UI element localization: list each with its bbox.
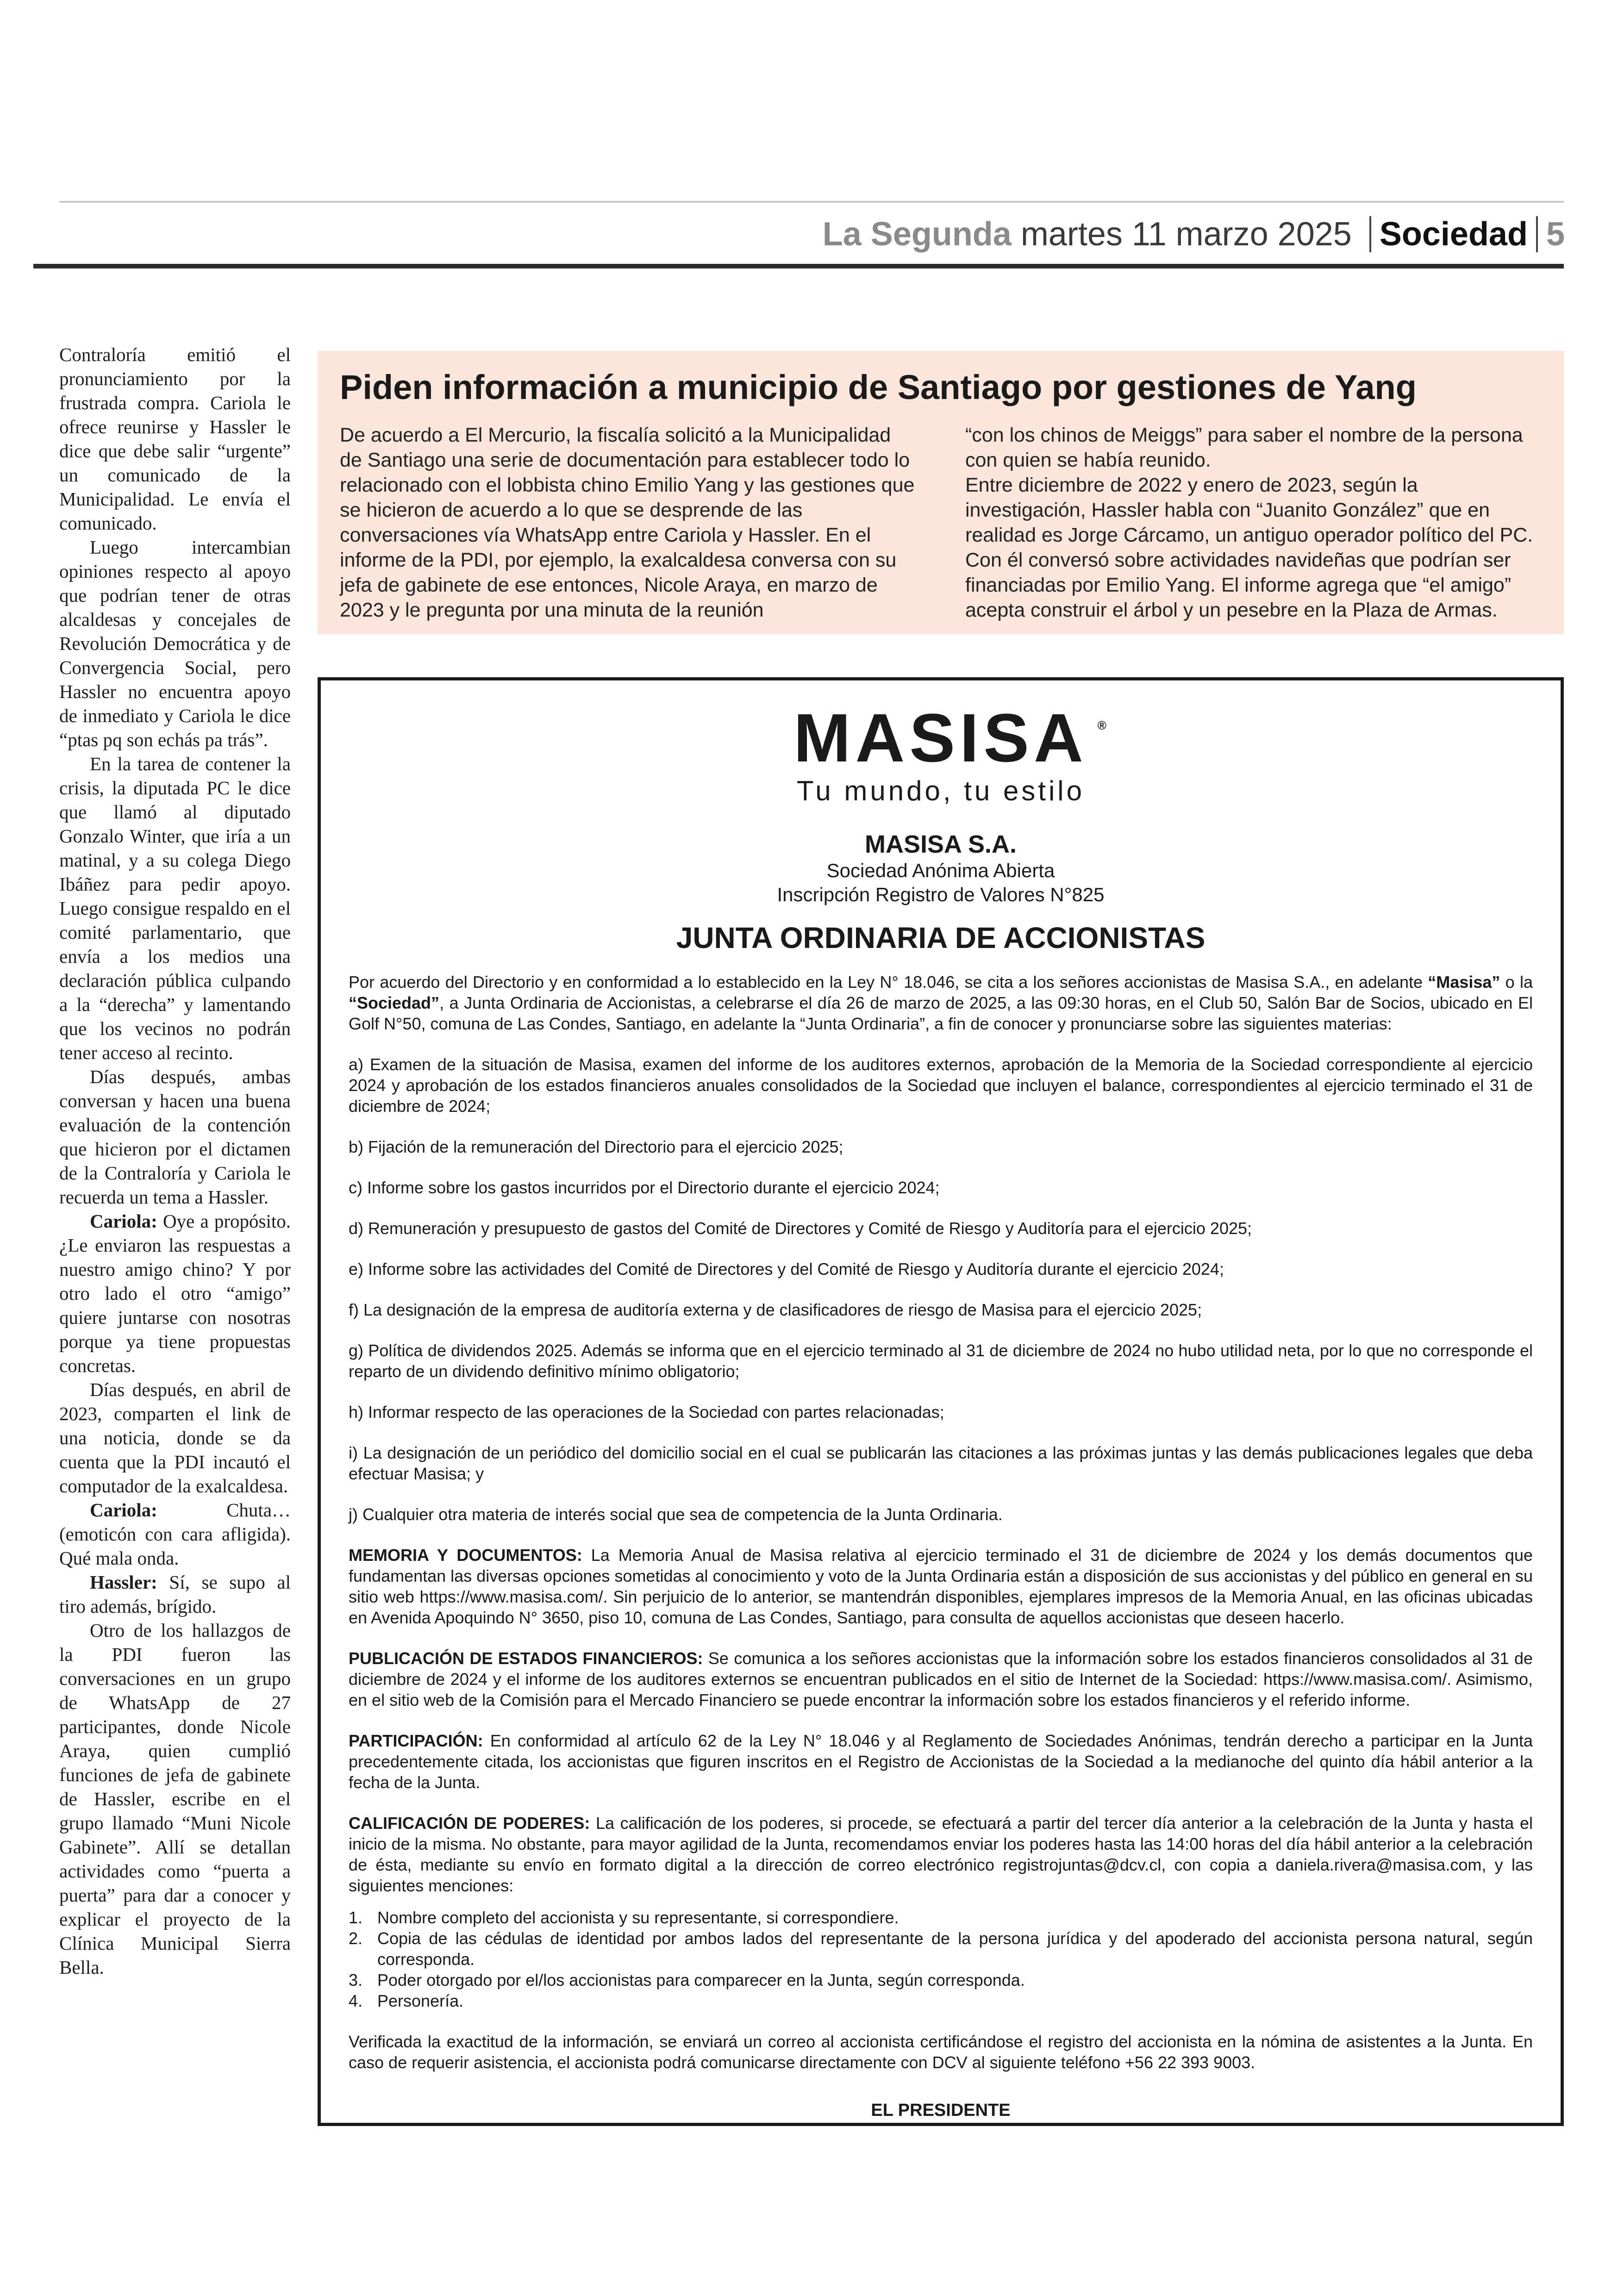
article-paragraph: Días después, ambas conversan y hacen una buena evaluación de la contención que hicieron por el dictamen de la Contraloría y Cariola le recuerda un tema a Hassler.	[59, 1066, 291, 1208]
requirement-item: 1. Nombre completo del accionista y su representante, si correspondiere.	[349, 1908, 899, 1927]
closing-paragraph: Verificada la exactitud de la información, se enviará un correo al accionista certificándose el registro del accionista en la nómina de asistentes a la Junta. En caso de requerir asistencia, el accionista podrá comunicarse directamente con DCV al siguiente teléfono +56 22 393 9003.	[349, 2032, 1533, 2072]
article-paragraph: Luego intercambian opiniones respecto al apoyo que podrían tener de otras alcaldesas y concejales de Revolución Democrática y de Convergencia Social, pero Hassler no encuentra apoyo de inmediato y Cariola le dice “ptas pq son echás pa trás”.	[59, 536, 291, 750]
agenda-item: b) Fijación de la remuneración del Directorio para el ejercicio 2025;	[349, 1137, 843, 1156]
article-paragraph: Contraloría emitió el pronunciamiento por la frustrada compra. Cariola le ofrece reunirse y Hassler le dice que debe salir “urgente” un comunicado de la Municipalidad. Le envía el comunicado.	[59, 344, 291, 534]
calificacion-section: CALIFICACIÓN DE PODERES: La calificación de los poderes, si procede, se efectuará a partir del tercer día anterior a la celebración de la Junta y hasta el inicio de la misma. No obstante, para mayor agilidad de la Junta, recomendamos enviar los poderes hasta las 14:00 horas del día hábil anterior a la celebración de ésta, mediante su envío en formato digital a la dirección de correo electrónico registrojuntas@dcv.cl, con copia a daniela.rivera@masisa.com, y las siguientes menciones:	[349, 1814, 1533, 1895]
agenda-item: h) Informar respecto de las operaciones de la Sociedad con partes relacionadas;	[349, 1403, 944, 1422]
info-box	[318, 351, 1564, 634]
newspaper-name: La Segunda	[822, 216, 1012, 253]
notice-body	[349, 972, 1533, 2073]
agenda-item: e) Informe sobre las actividades del Comité de Directores y del Comité de Riesgo y Auditoría durante el ejercicio 2024;	[349, 1260, 1224, 1278]
info-paragraph: Entre diciembre de 2022 y enero de 2023, según la investigación, Hassler habla con “Juanito González” que en realidad es Jorge Cárcamo, un antiguo operador político del PC. Con él conversó sobre actividades navideñas que podrían ser financiadas por Emilio Yang. El informe agrega que “el amigo” acepta construir el árbol y un pesebre en la Plaza de Armas.	[965, 474, 1533, 621]
participacion-section: PARTICIPACIÓN: En conformidad al artículo 62 de la Ley N° 18.046 y al Reglamento de Sociedades Anónimas, tendrán derecho a participar en la Junta precedentemente citada, los accionistas que figuren inscritos en el Registro de Accionistas de la Sociedad a la medianoche del quinto día hábil anterior a la fecha de la Junta.	[349, 1731, 1533, 1792]
agenda-item: g) Política de dividendos 2025. Además se informa que en el ejercicio terminado al 31 de diciembre de 2024 no hubo utilidad neta, por lo que no corresponde el reparto de un dividendo definitivo mínimo obligatorio;	[349, 1341, 1533, 1381]
article-paragraph: Otro de los hallazgos de la PDI fueron las conversaciones en un grupo de WhatsApp de 27 participantes, donde Nicole Araya, quien cumplió funciones de jefa de gabinete de Hassler, escribe en el grupo llamado “Muni Nicole Gabinete”. Allí se detallan actividades como “puerta a puerta” para dar a conocer y explicar el proyecto de la Clínica Municipal Sierra Bella.	[59, 1620, 291, 1978]
article-column	[59, 343, 291, 1979]
article-paragraph: Días después, en abril de 2023, comparten el link de una noticia, donde se da cuenta que la PDI incautó el computador de la exalcaldesa.	[59, 1379, 291, 1497]
agenda-item: a) Examen de la situación de Masisa, examen del informe de los auditores externos, aprobación de la Memoria de la Sociedad correspondiente al ejercicio 2024 y aprobación de los estados financieros anuales consolidados de la Sociedad que incluyen el balance, correspondientes al ejercicio terminado el 31 de diciembre de 2024;	[349, 1055, 1533, 1116]
requirement-item: 2. Copia de las cédulas de identidad por ambos lados del representante de la persona jurídica y del apoderado del accionista persona natural, según corresponda.	[349, 1929, 1533, 1969]
publicacion-section: PUBLICACIÓN DE ESTADOS FINANCIEROS: Se comunica a los señores accionistas que la información sobre los estados financieros consolidados al 31 de diciembre de 2024 y el informe de los auditores externos se encuentran publicados en el sitio de Internet de la Sociedad: https://www.masisa.com/. Asimismo, en el sitio web de la Comisión para el Mercado Financiero se puede encontrar la información sobre los estados financieros y el referido informe.	[349, 1649, 1533, 1709]
dialogue-text: Chuta… (emoticón con cara afligida). Qué mala onda.	[59, 1499, 291, 1569]
dialogue-text: Oye a propósito. ¿Le enviaron las respuestas a nuestro amigo chino? Y por otro lado el otro “amigo” quiere juntarse con nosotras porque ya tiene propuestas concretas.	[59, 1210, 291, 1376]
dialogue-paragraph	[59, 1498, 291, 1570]
section-name: Sociedad	[1379, 216, 1528, 253]
registered-mark: ®	[1097, 718, 1106, 732]
info-box-column-left	[340, 423, 916, 623]
dialogue-text: Sí, se supo al tiro además, brígido.	[59, 1572, 291, 1617]
signature: EL PRESIDENTE	[871, 2101, 1011, 2120]
logo-tagline: Tu mundo, tu estilo	[796, 775, 1085, 806]
page-number: 5	[1546, 216, 1565, 253]
top-divider	[59, 201, 1564, 203]
info-paragraph: “con los chinos de Meiggs” para saber el nombre de la persona con quien se había reunido.	[965, 424, 1523, 471]
info-box-column-right	[965, 423, 1542, 623]
logo-wordmark: MASISA ®	[793, 704, 1088, 773]
company-name: MASISA S.A.	[864, 830, 1017, 858]
dialogue-paragraph	[59, 1570, 291, 1618]
speaker-name: Hassler:	[90, 1572, 157, 1593]
requirement-item: 3. Poder otorgado por el/los accionistas para comparecer en la Junta, según corresponda.	[349, 1971, 1025, 1989]
header-separator	[1536, 216, 1538, 252]
requirements-list	[349, 1907, 1533, 2011]
notice-intro: Por acuerdo del Directorio y en conformidad a lo establecido en la Ley N° 18.046, se cita a los señores accionistas de Masisa S.A., en adelante “Masisa” o la “Sociedad”, a Junta Ordinaria de Accionistas, a celebrarse el día 26 de marzo de 2025, a las 09:30 horas, en el Club 50, Salón Bar de Socios, ubicado en El Golf N°50, comuna de Las Condes, Santiago, en adelante la “Junta Ordinaria”, a fin de conocer y pronunciarse sobre las siguientes materias:	[349, 973, 1533, 1033]
legal-notice	[318, 677, 1564, 2126]
company-type: Sociedad Anónima Abierta	[826, 860, 1055, 881]
page-header	[823, 208, 1565, 260]
agenda-item: d) Remuneración y presupuesto de gastos del Comité de Directores y Comité de Riesgo y Auditoría para el ejercicio 2025;	[349, 1219, 1252, 1238]
requirement-item: 4. Personería.	[349, 1991, 464, 2010]
speaker-name: Cariola:	[90, 1210, 157, 1232]
agenda-item: j) Cualquier otra materia de interés social que sea de competencia de la Junta Ordinaria.	[349, 1505, 1003, 1524]
header-separator	[1369, 216, 1371, 252]
issue-date: martes 11 marzo 2025	[1020, 216, 1352, 253]
info-box-columns	[340, 423, 1542, 623]
info-box-title: Piden información a municipio de Santiago por gestiones de Yang	[340, 368, 1417, 406]
notice-title: JUNTA ORDINARIA DE ACCIONISTAS	[676, 921, 1206, 954]
agenda-item: c) Informe sobre los gastos incurridos por el Directorio durante el ejercicio 2024;	[349, 1178, 940, 1197]
company-logo	[349, 700, 1533, 807]
article-paragraph: En la tarea de contener la crisis, la diputada PC le dice que llamó al diputado Gonzalo Winter, que iría a un matinal, y a su colega Diego Ibáñez para pedir apoyo. Luego consigue respaldo en el comité parlamentario, que envía a los medios una declaración pública culpando a la “derecha” y lamentando que los vecinos no podrán tener acceso al recinto.	[59, 753, 291, 1063]
agenda-item: i) La designación de un periódico del domicilio social en el cual se publicarán las citaciones a las próximas juntas y las demás publicaciones legales que deba efectuar Masisa; y	[349, 1443, 1533, 1483]
company-registry: Inscripción Registro de Valores N°825	[777, 884, 1105, 905]
info-paragraph: De acuerdo a El Mercurio, la fiscalía solicitó a la Municipalidad de Santiago una serie de documentación para establecer todo lo relacionado con el lobbista chino Emilio Yang y las gestiones que se hicieron de acuerdo a lo que se desprende de las conversaciones vía WhatsApp entre Cariola y Hassler. En el informe de la PDI, por ejemplo, la exalcaldesa conversa con su jefa de gabinete de ese entonces, Nicole Araya, en marzo de 2023 y le pregunta por una minuta de la reunión	[340, 424, 915, 621]
agenda-item: f) La designación de la empresa de auditoría externa y de clasificadores de riesgo de Masisa para el ejercicio 2025;	[349, 1300, 1202, 1319]
speaker-name: Cariola:	[90, 1499, 157, 1521]
dialogue-paragraph	[59, 1209, 291, 1378]
header-rule	[33, 264, 1564, 268]
memoria-section: MEMORIA Y DOCUMENTOS: La Memoria Anual de Masisa relativa al ejercicio terminado el 31 de diciembre de 2024 y los demás documentos que fundamentan las diversas opciones sometidas al conocimiento y voto de la Junta Ordinaria están a disposición de sus accionistas y del público en general en su sitio web https://www.masisa.com/. Sin perjuicio de lo anterior, se mantendrán disponibles, ejemplares impresos de la Memoria Anual, en las oficinas ubicadas en Avenida Apoquindo N° 3650, piso 10, comuna de Las Condes, Santiago, para consulta de aquellos accionistas que deseen hacerlo.	[349, 1546, 1533, 1627]
